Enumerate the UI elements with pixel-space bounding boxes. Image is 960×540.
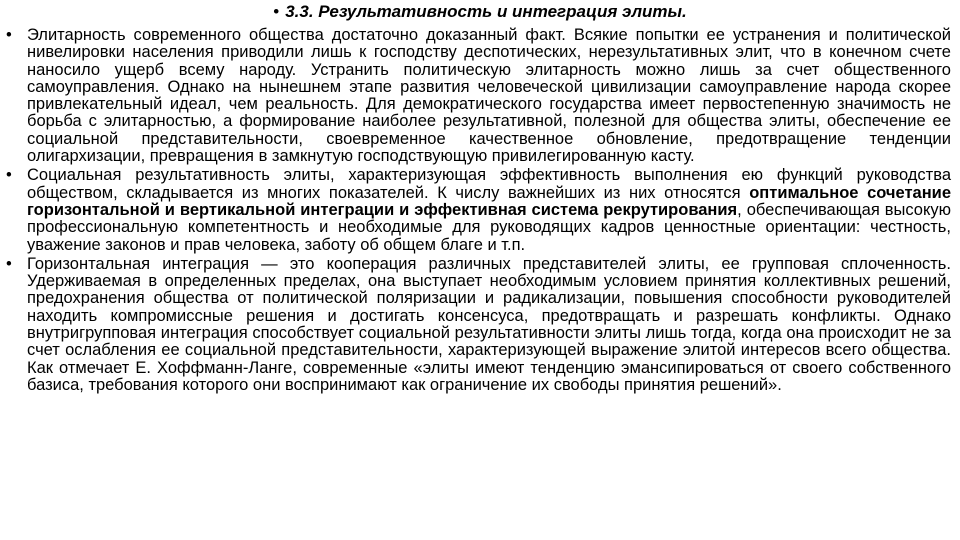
slide-title: [0, 2, 960, 22]
bullet-marker: •: [6, 254, 12, 273]
paragraph-text: Элитарность современного общества достаточно доказанный факт. Всякие попытки ее устранения и политической нивелировки населения приводили лишь к господству деспотических, нерезультативных элит, что в конечном счете наносило ущерб всему народу. Устранить политическую элитарность можно лишь за счет общественного самоуправления. Однако на нынешнем этапе развития человеческой цивилизации самоуправление народа скорее привлекательный идеал, чем реальность. Для демократического государства имеет первостепенную значимость не борьба с элитарностью, а формирование наиболее результативной, полезной для общества элиты, обеспечение ее социальной представительности, своевременное качественное обновление, предотвращение тенденции олигархизации, превращения в замкнутую господствующую привилегированную касту.: [27, 26, 951, 166]
paragraph-text-before: Социальная результативность элиты, характеризующая эффективность выполнения ею функций руководства обществом, складывается из многих показателей. К числу важнейших из них относятся: [27, 166, 951, 202]
paragraph-text: Горизонтальная интеграция — это кооперация различных представителей элиты, ее групповая сплоченность. Удерживаемая в определенных пределах, она выступает необходимым условием принятия коллективных решений, предохранения общества от политической поляризации и радикализации, повышения способности руководителей находить компромиссные решения и достигать консенсуса, предотвращать и разрешать конфликты. Однако внутригрупповая интеграция способствует социальной результативности элиты лишь тогда, когда она происходит не за счет ослабления ее социальной представительности, характеризующей выражение элитой интересов всего общества. Как отмечает Е. Хоффманн-Ланге, современные «элиты имеют тенденцию эмансипироваться от своего собственного базиса, требования которого они воспринимают как ограничение их свободы принятия решений».: [27, 254, 951, 394]
title-bullet: •: [273, 2, 280, 21]
bullet-marker: •: [6, 166, 12, 185]
bullet-list: [6, 27, 951, 396]
paragraph-bold-emphasis: оптимальное сочетание горизонтальной и вертикальной интеграции и эффективная система рекрутирования: [27, 183, 952, 219]
paragraph-text-after: , обеспечивающая высокую профессиональную компетентность и необходимые для руководящих кадров ценностные ориентации: честность, уважение законов и прав человека, заботу об общем благе и т.п.: [27, 200, 951, 254]
bullet-marker: •: [6, 26, 12, 44]
paragraph-horizontal-integration: [6, 256, 951, 394]
title-text: 3.3. Результативность и интеграция элиты.: [285, 2, 687, 21]
paragraph-social-effectiveness: [6, 167, 951, 253]
paragraph-elitism: [6, 27, 951, 165]
